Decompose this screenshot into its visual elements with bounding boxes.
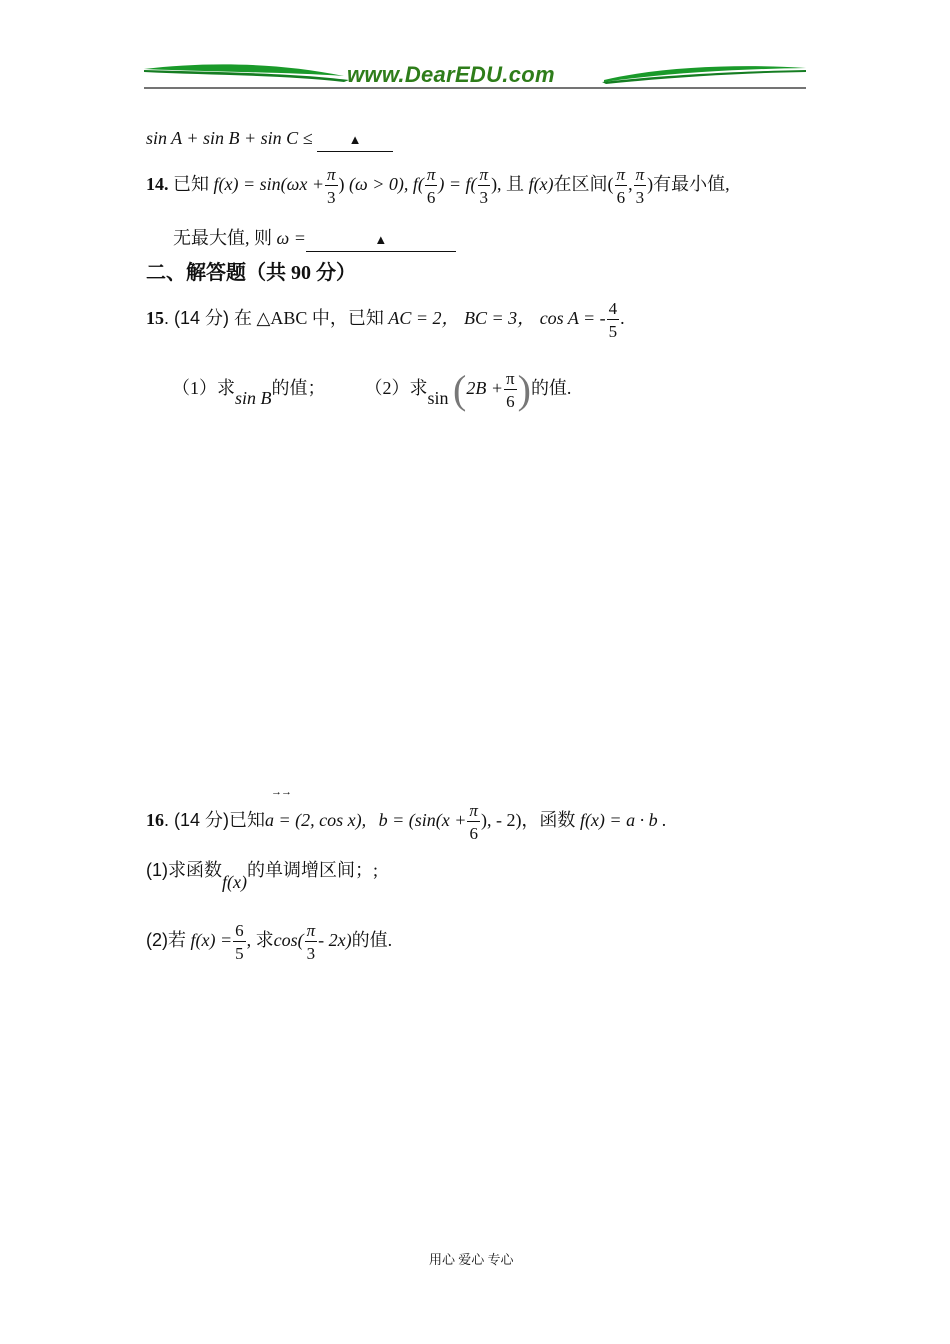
q14-text-no-max: 无最大值, 则	[173, 228, 272, 248]
q14-equals-f: ) = f(	[438, 174, 477, 194]
q14-answer-blank	[306, 231, 456, 252]
q14-close-paren: )	[338, 174, 345, 194]
q15-part2-label: （2）求	[364, 378, 428, 398]
q15-part2-tail: 的值.	[530, 378, 572, 398]
q15-part2-sin: sin	[427, 388, 449, 408]
frac-numerator: π	[469, 800, 478, 820]
q16-part2-mid: , 求	[246, 930, 274, 950]
triangle-mark-icon: ▲	[348, 132, 362, 147]
frac-numerator: π	[479, 164, 489, 184]
q16-vector-a: a = (2, cos x),	[265, 810, 367, 830]
q14-function-def: f(x) = sin(ωx +	[213, 174, 324, 194]
q14-text-and: ), 且	[491, 174, 525, 194]
frac-denominator: 3	[306, 943, 316, 963]
q14-comma: ,	[628, 174, 633, 194]
q16-known: 已知	[229, 810, 266, 830]
frac-denominator: 5	[608, 321, 618, 341]
q15-parts	[172, 366, 571, 410]
frac-numerator: π	[506, 368, 515, 388]
q14-omega-condition: (ω > 0),	[349, 174, 409, 194]
q15-score: . (14 分) 在	[164, 308, 253, 328]
q14-frac-pi-3	[325, 166, 338, 206]
q15-cos: cos A = -	[539, 308, 606, 328]
q14-open-paren: (	[607, 174, 614, 194]
site-url-text: www.DearEDU.com	[347, 62, 555, 87]
q15-stem	[146, 296, 625, 340]
frac-numerator: 4	[608, 298, 618, 318]
q14-text-known: 已知	[173, 174, 209, 194]
q15-part1-tail: 的值；	[271, 378, 326, 398]
q16-part2	[146, 918, 392, 962]
frac-denominator: 5	[235, 943, 244, 963]
frac-numerator: π	[326, 164, 336, 184]
footer-motto: 用心 爱心 专心	[429, 1252, 514, 1267]
q16-part2-tail: 的值.	[351, 930, 393, 950]
frac-denominator: 3	[479, 187, 489, 207]
right-paren-icon: )	[517, 366, 531, 412]
q14-frac-pi-6	[425, 166, 438, 206]
q15-ac: AC = 2，	[388, 308, 460, 328]
triangle-mark-icon: ▲	[374, 232, 388, 247]
q15-frac-pi-6	[504, 370, 517, 410]
q14-text-min: )有最小值,	[647, 174, 730, 194]
q14-text-interval: 在区间	[553, 174, 608, 194]
q15-part1-expr: sin B	[235, 388, 272, 408]
q16-frac-6-5	[233, 922, 246, 962]
q14-frac-pi-3c	[634, 166, 647, 206]
q14-f-open: f(	[412, 174, 424, 194]
left-paren-icon: (	[453, 366, 467, 412]
q14-frac-pi-6b	[615, 166, 628, 206]
q16-part1-tail: 的单调增区间；;	[246, 860, 378, 880]
frac-numerator: 6	[235, 920, 244, 940]
q14-number: 14.	[146, 174, 169, 194]
q15-triangle-text: △ABC 中，已知	[256, 308, 384, 328]
q15-part1-label: （1）求	[172, 378, 235, 398]
frac-numerator: π	[306, 920, 316, 940]
q15-period: .	[620, 308, 625, 328]
q16-vector-arrows: →→	[271, 786, 291, 798]
q13-expression: sin A + sin B + sin C ≤	[146, 128, 313, 148]
frac-numerator: π	[635, 164, 645, 184]
q16-frac-pi-3	[305, 922, 318, 962]
q16-function: f(x) = a · b .	[579, 810, 667, 830]
q16-stem	[146, 798, 667, 842]
q16-part2-label: (2)	[146, 930, 168, 950]
q13-answer-blank	[317, 131, 393, 152]
q14-line-1	[146, 162, 730, 206]
q14-fx: f(x)	[528, 174, 554, 194]
frac-denominator: 6	[506, 391, 515, 411]
q16-part2-f: f(x) =	[190, 930, 233, 950]
section-title: 二、解答题（共 90 分）	[146, 262, 356, 284]
frac-denominator: 6	[469, 823, 478, 843]
q15-number: 15	[146, 308, 164, 328]
q16-b-tail: ), - 2)，函数	[480, 810, 576, 830]
q16-vector-b: b = (sin(x +	[378, 810, 467, 830]
q16-part1-f: f(x)	[222, 872, 247, 892]
frac-denominator: 6	[616, 187, 626, 207]
q16-frac-pi-6	[467, 802, 480, 842]
frac-denominator: 3	[327, 187, 336, 207]
q14-omega-equals: ω =	[276, 228, 306, 248]
frac-denominator: 6	[426, 187, 436, 207]
site-header-logo	[144, 60, 806, 90]
q16-cos-minus: - 2x)	[318, 930, 352, 950]
q16-part1-label: (1)	[146, 860, 168, 880]
q16-score: . (14 分)	[164, 810, 230, 830]
q16-part1-text: 求函数	[168, 860, 222, 880]
q14-line-2	[173, 224, 456, 252]
frac-numerator: π	[426, 164, 436, 184]
q16-cos-open: cos(	[273, 930, 304, 950]
frac-numerator: π	[616, 164, 626, 184]
frac-denominator: 3	[635, 187, 645, 207]
q15-part2-inner: 2B +	[466, 378, 504, 398]
q15-frac-4-5	[607, 300, 620, 340]
q16-part2-text: 若	[168, 930, 186, 950]
q15-bc: BC = 3，	[464, 308, 536, 328]
q16-number: 16	[146, 810, 164, 830]
q14-frac-pi-3b	[478, 166, 491, 206]
q13-inequality-line	[146, 128, 393, 152]
q16-part1	[146, 856, 378, 892]
